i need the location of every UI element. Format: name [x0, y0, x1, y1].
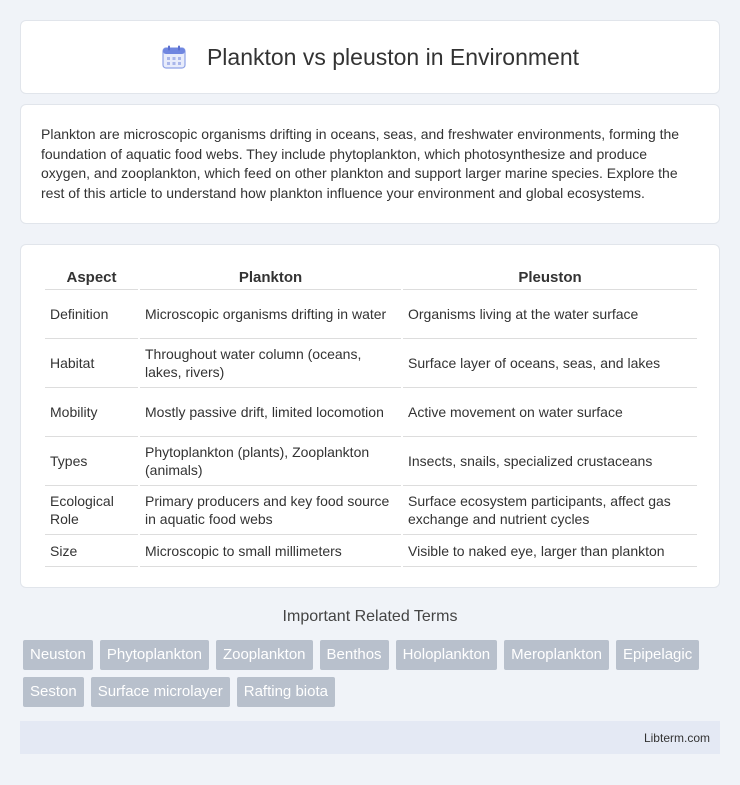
header-pleuston: Pleuston — [403, 263, 697, 290]
tag-rafting-biota[interactable]: Rafting biota — [237, 677, 335, 707]
cell-plankton: Mostly passive drift, limited locomotion — [140, 388, 401, 437]
cell-aspect: Definition — [45, 290, 138, 339]
tag-holoplankton[interactable]: Holoplankton — [396, 640, 498, 670]
cell-pleuston: Visible to naked eye, larger than plankton — [403, 535, 697, 567]
table-row — [45, 535, 697, 567]
table-row — [45, 437, 697, 486]
table-header-row — [45, 263, 697, 290]
cell-plankton: Primary producers and key food source in aquatic food webs — [140, 486, 401, 535]
table-row — [45, 486, 697, 535]
cell-pleuston: Surface ecosystem participants, affect gas exchange and nutrient cycles — [403, 486, 697, 535]
cell-aspect: Types — [45, 437, 138, 486]
header-card — [20, 20, 720, 94]
cell-plankton: Microscopic to small millimeters — [140, 535, 401, 567]
table-row — [45, 339, 697, 388]
tag-surface-microlayer[interactable]: Surface microlayer — [91, 677, 230, 707]
tag-zooplankton[interactable]: Zooplankton — [216, 640, 313, 670]
cell-plankton: Throughout water column (oceans, lakes, rivers) — [140, 339, 401, 388]
comparison-table — [43, 263, 699, 567]
footer — [20, 721, 720, 754]
cell-aspect: Habitat — [45, 339, 138, 388]
page-title: Plankton vs pleuston in Environment — [206, 43, 580, 70]
tag-epipelagic[interactable]: Epipelagic — [616, 640, 699, 670]
tag-benthos[interactable]: Benthos — [320, 640, 389, 670]
cell-pleuston: Active movement on water surface — [403, 388, 697, 437]
tag-neuston[interactable]: Neuston — [23, 640, 93, 670]
calendar-icon — [161, 44, 187, 70]
cell-plankton: Phytoplankton (plants), Zooplankton (animals) — [140, 437, 401, 486]
tag-meroplankton[interactable]: Meroplankton — [504, 640, 609, 670]
cell-aspect: Mobility — [45, 388, 138, 437]
intro-text: Plankton are microscopic organisms drifting in oceans, seas, and freshwater environments, forming the foundation of aquatic food webs. They include phytoplankton, which photosynthesize and produce oxygen, and zooplankton, which feed on other plankton and support larger marine species. Explore the rest of this article to understand how plankton influence your environment and global ecosystems. — [41, 126, 680, 201]
cell-aspect: Ecological Role — [45, 486, 138, 535]
related-terms-list — [23, 640, 723, 707]
cell-pleuston: Organisms living at the water surface — [403, 290, 697, 339]
cell-pleuston: Surface layer of oceans, seas, and lakes — [403, 339, 697, 388]
intro-card — [20, 104, 720, 224]
cell-plankton: Microscopic organisms drifting in water — [140, 290, 401, 339]
tag-seston[interactable]: Seston — [23, 677, 84, 707]
cell-aspect: Size — [45, 535, 138, 567]
header-plankton: Plankton — [140, 263, 401, 290]
header-aspect: Aspect — [45, 263, 138, 290]
table-row — [45, 290, 697, 339]
cell-pleuston: Insects, snails, specialized crustaceans — [403, 437, 697, 486]
footer-site-link[interactable]: Libterm.com — [643, 730, 710, 745]
comparison-card — [20, 244, 720, 588]
table-row — [45, 388, 697, 437]
related-terms-title: Important Related Terms — [282, 608, 458, 625]
tag-phytoplankton[interactable]: Phytoplankton — [100, 640, 209, 670]
